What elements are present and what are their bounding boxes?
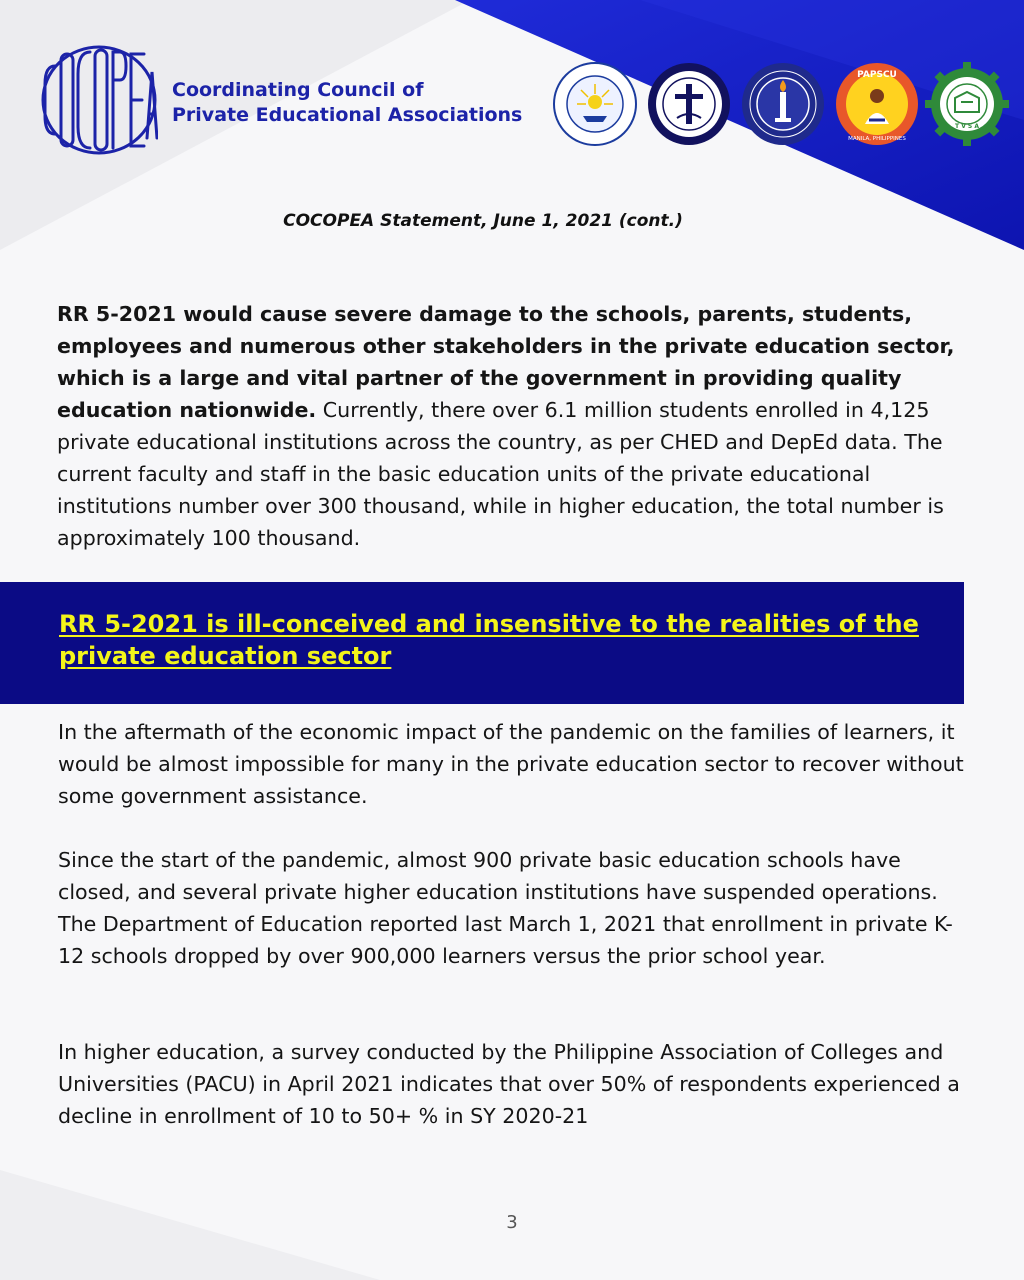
page-number: 3 xyxy=(506,1212,518,1233)
banner-heading-text: RR 5-2021 is ill-conceived and insensitive to the realities of the private education sector xyxy=(59,610,919,670)
paragraph-higher-education: In higher education, a survey conducted by the Philippine Association of Colleges and Universities (PACU) in April 2021 indicates that over 50% of respondents experienced a decline in enrollment of 10 to 50+ % in SY 2020-21 xyxy=(58,1040,960,1128)
svg-text:MANILA, PHILIPPINES: MANILA, PHILIPPINES xyxy=(848,136,906,142)
organization-name xyxy=(172,78,522,128)
paragraph-impact xyxy=(57,298,962,554)
cocopea-logo xyxy=(40,44,158,156)
pacu-seal xyxy=(553,62,637,146)
papscu-seal xyxy=(835,62,919,146)
tvsa-seal xyxy=(925,62,1009,146)
paragraph-impact-bold: RR 5-2021 would cause severe damage to the schools, parents, students, employees and numerous other stakeholders in the private education sector, which is a large and vital partner of the government in providing quality education nationwide. xyxy=(57,302,955,422)
svg-text:PAPSCU: PAPSCU xyxy=(857,70,897,80)
banner-heading xyxy=(59,608,949,672)
paragraph-impact-regular: Currently, there over 6.1 million students enrolled in 4,125 private educational institutions across the country, as per CHED and DepEd data. The current faculty and staff in the basic education units of the private educational institutions number over 300 thousand, while in higher education, the total number is approximately 100 thousand. xyxy=(57,398,944,550)
org-name-line2: Private Educational Associations xyxy=(172,104,523,126)
acscu-seal xyxy=(741,62,825,146)
org-name-line1: Coordinating Council of xyxy=(172,79,424,101)
statement-date-line: COCOPEA Statement, June 1, 2021 (cont.) xyxy=(283,211,683,231)
ceap-seal xyxy=(647,62,731,146)
paragraph-closures: Since the start of the pandemic, almost 900 private basic education schools have closed, and several private higher education institutions have suspended operations. The Department of Education reported last March 1, 2021 that enrollment in private K-12 schools dropped by over 900,000 learners versus the prior school year. xyxy=(58,848,953,968)
paragraph-aftermath: In the aftermath of the economic impact of the pandemic on the families of learners, it would be almost impossible for many in the private education sector to recover without some government assistance. xyxy=(58,720,964,808)
svg-text:T V S A: T V S A xyxy=(955,123,979,130)
